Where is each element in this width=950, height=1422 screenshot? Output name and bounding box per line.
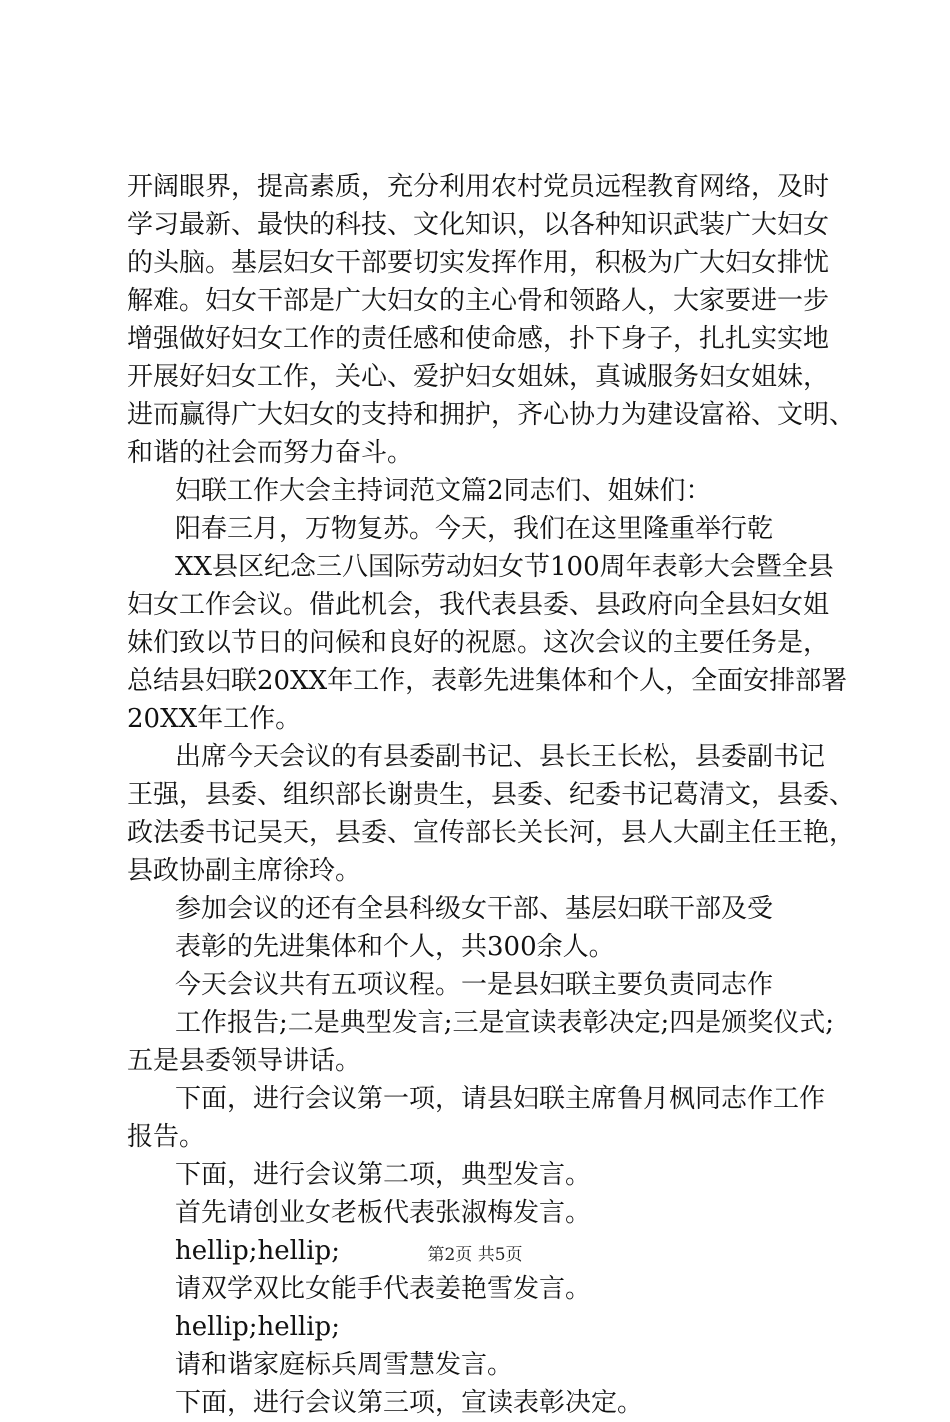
text-line: hellip;hellip; [175,1312,340,1342]
document-body [127,168,856,1422]
text-line: 20XX年工作。 [127,704,302,734]
text-line: 县政协副主席徐玲。 [127,856,362,886]
text-line: 总结县妇联20XX年工作，表彰先进集体和个人，全面安排部署 [127,666,848,696]
text-line: 请和谐家庭标兵周雪慧发言。 [175,1350,514,1380]
text-line: 工作报告;二是典型发言;三是宣读表彰决定;四是颁奖仪式; [175,1008,835,1038]
text-line: 进而赢得广大妇女的支持和拥护，齐心协力为建设富裕、文明、 [127,400,856,430]
section-heading: 妇联工作大会主持词范文篇2同志们、姐妹们： [175,476,712,506]
text-line: 解难。妇女干部是广大妇女的主心骨和领路人，大家要进一步 [127,286,830,316]
text-line: 出席今天会议的有县委副书记、县长王长松，县委副书记 [175,742,826,772]
text-line: hellip;hellip; [175,1236,340,1266]
text-line: XX县区纪念三八国际劳动妇女节100周年表彰大会暨全县 [175,552,834,582]
text-line: 报告。 [127,1122,206,1152]
text-line: 参加会议的还有全县科级女干部、基层妇联干部及受 [175,894,774,924]
text-line: 政法委书记吴天，县委、宣传部长关长河，县人大副主任王艳， [127,818,856,848]
text-line: 今天会议共有五项议程。一是县妇联主要负责同志作 [175,970,774,1000]
text-line: 表彰的先进集体和个人，共300余人。 [175,932,615,962]
text-line: 下面，进行会议第一项，请县妇联主席鲁月枫同志作工作 [175,1084,826,1114]
text-line: 下面，进行会议第二项，典型发言。 [175,1160,592,1190]
text-line: 开展好妇女工作，关心、爱护妇女姐妹，真诚服务妇女姐妹， [127,362,830,392]
text-line: 首先请创业女老板代表张淑梅发言。 [175,1198,592,1228]
text-line: 学习最新、最快的科技、文化知识，以各种知识武装广大妇女 [127,210,830,240]
text-line: 增强做好妇女工作的责任感和使命感，扑下身子，扎扎实实地 [127,324,830,354]
text-line: 王强，县委、组织部长谢贵生，县委、纪委书记葛清文，县委、 [127,780,856,810]
text-line: 妹们致以节日的问候和良好的祝愿。这次会议的主要任务是， [127,628,830,658]
text-line: 的头脑。基层妇女干部要切实发挥作用，积极为广大妇女排忧 [127,248,830,278]
text-line: 和谐的社会而努力奋斗。 [127,438,414,468]
text-line: 五是县委领导讲话。 [127,1046,362,1076]
text-line: 请双学双比女能手代表姜艳雪发言。 [175,1274,592,1304]
text-line: 妇女工作会议。借此机会，我代表县委、县政府向全县妇女姐 [127,590,830,620]
text-line: 阳春三月，万物复苏。今天，我们在这里隆重举行乾 [175,514,774,544]
text-line: 开阔眼界，提高素质，充分利用农村党员远程教育网络，及时 [127,172,830,202]
page-number-footer: 第2页 共5页 [427,1245,523,1265]
text-line: 下面，进行会议第三项，宣读表彰决定。 [175,1388,644,1418]
